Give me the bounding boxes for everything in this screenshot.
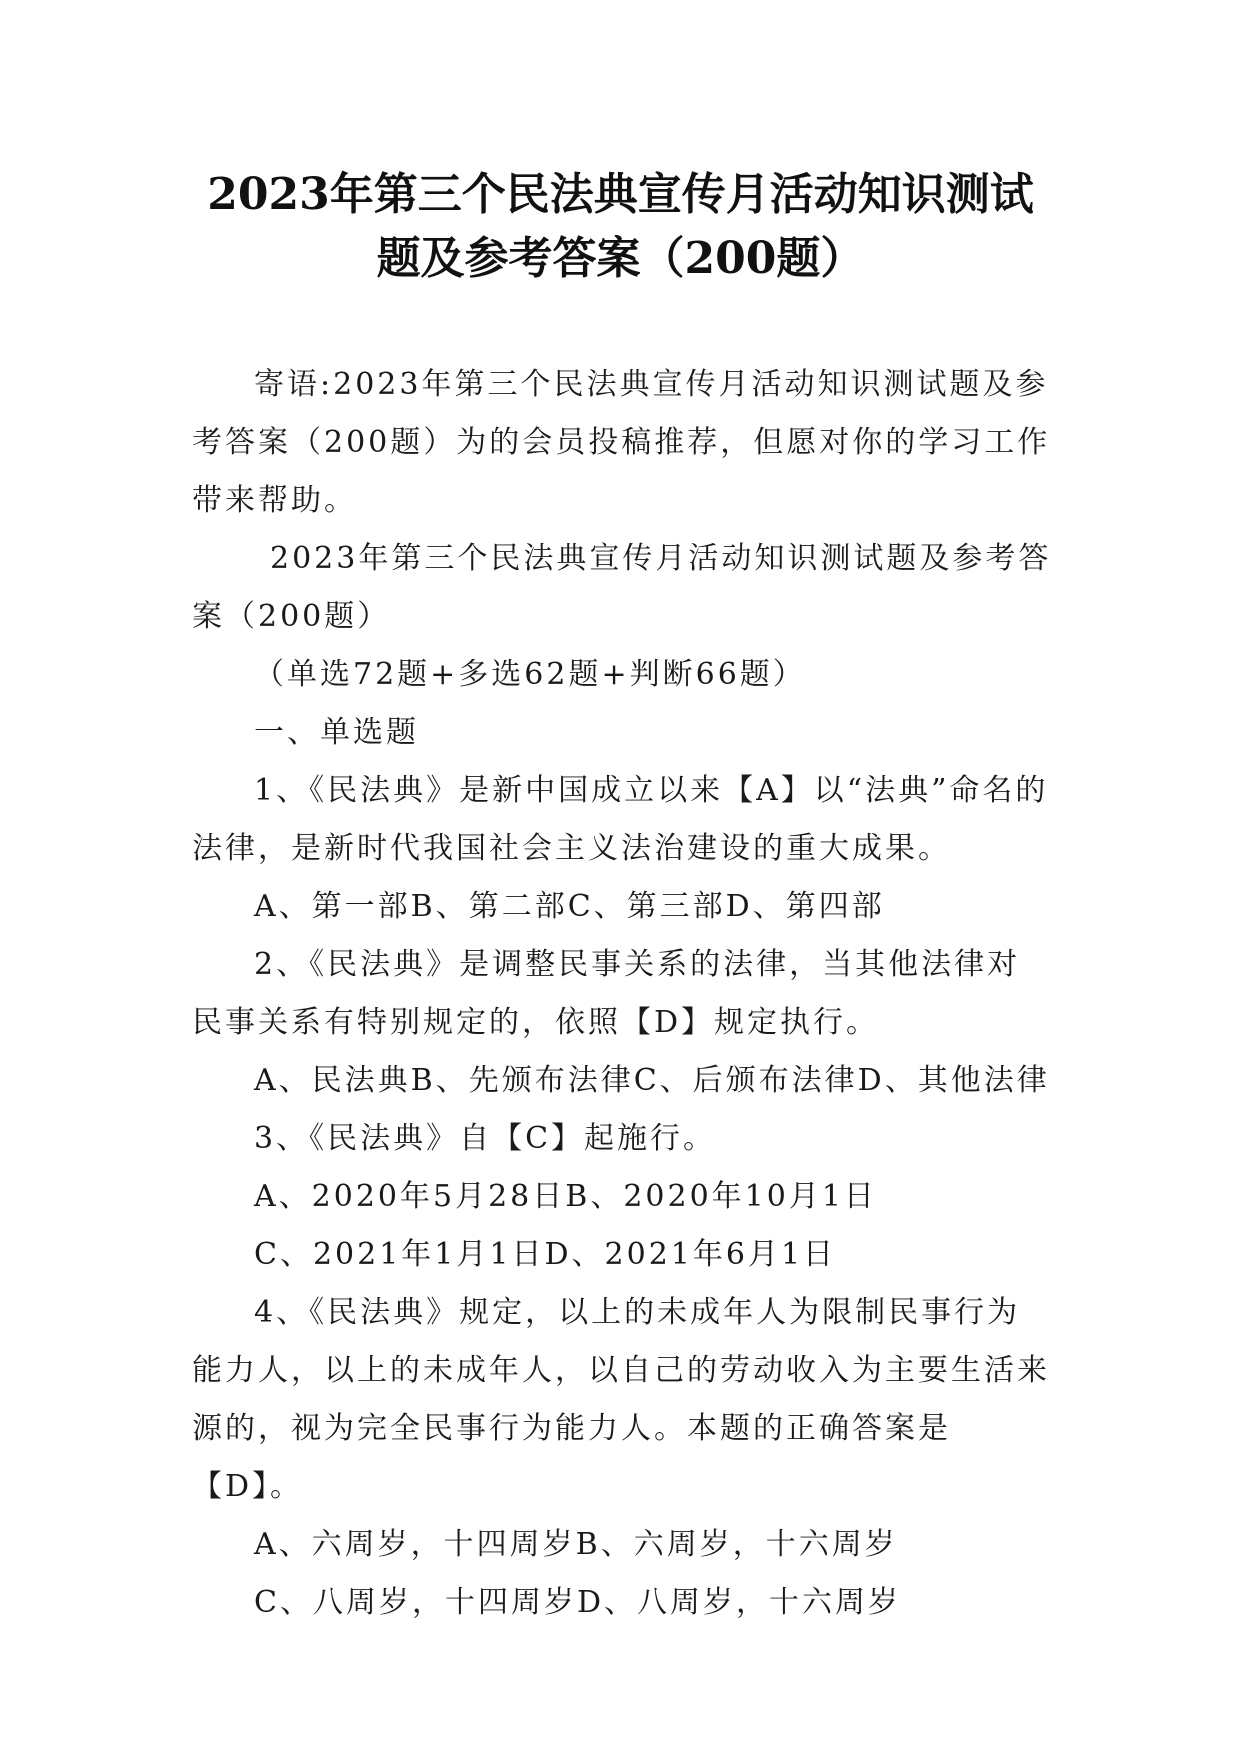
document-body <box>192 356 1052 1632</box>
question-2: 2、《民法典》是调整民事关系的法律，当其他法律对民事关系有特别规定的，依照【D】规定执行。 <box>192 947 1021 1040</box>
document-title-line-2: 题及参考答案（200题） <box>376 233 865 284</box>
foreword-paragraph: 寄语:2023年第三个民法典宣传月活动知识测试题及参考答案（200题）为的会员投稿推荐，但愿对你的学习工作带来帮助。 <box>192 367 1051 518</box>
question-1: 1、《民法典》是新中国成立以来【A】以“法典”命名的法律，是新时代我国社会主义法治建设的重大成果。 <box>192 773 1049 866</box>
question-3-options-ab: A、2020年5月28日B、2020年10月1日 <box>254 1179 877 1214</box>
section-heading-single-choice: 一、单选题 <box>254 715 419 750</box>
question-3-options-cd: C、2021年1月1日D、2021年6月1日 <box>254 1237 837 1272</box>
question-4-options-ab: A、六周岁，十四周岁B、六周岁，十六周岁 <box>254 1527 898 1562</box>
question-3: 3、《民法典》自【C】起施行。 <box>254 1121 717 1156</box>
document-title-line-1: 2023年第三个民法典宣传月活动知识测试 <box>207 169 1034 220</box>
question-4: 4、《民法典》规定，以上的未成年人为限制民事行为能力人，以上的未成年人，以自己的劳动收入为主要生活来源的，视为完全民事行为能力人。本题的正确答案是【D】。 <box>192 1295 1050 1504</box>
question-count-note: （单选72题+多选62题+判断66题） <box>254 657 806 692</box>
subtitle-paragraph: 2023年第三个民法典宣传月活动知识测试题及参考答案（200题） <box>192 541 1052 634</box>
question-2-options: A、民法典B、先颁布法律C、后颁布法律D、其他法律 <box>254 1063 1050 1098</box>
question-4-options-cd: C、八周岁，十四周岁D、八周岁，十六周岁 <box>254 1585 902 1620</box>
question-1-options: A、第一部B、第二部C、第三部D、第四部 <box>254 889 885 924</box>
